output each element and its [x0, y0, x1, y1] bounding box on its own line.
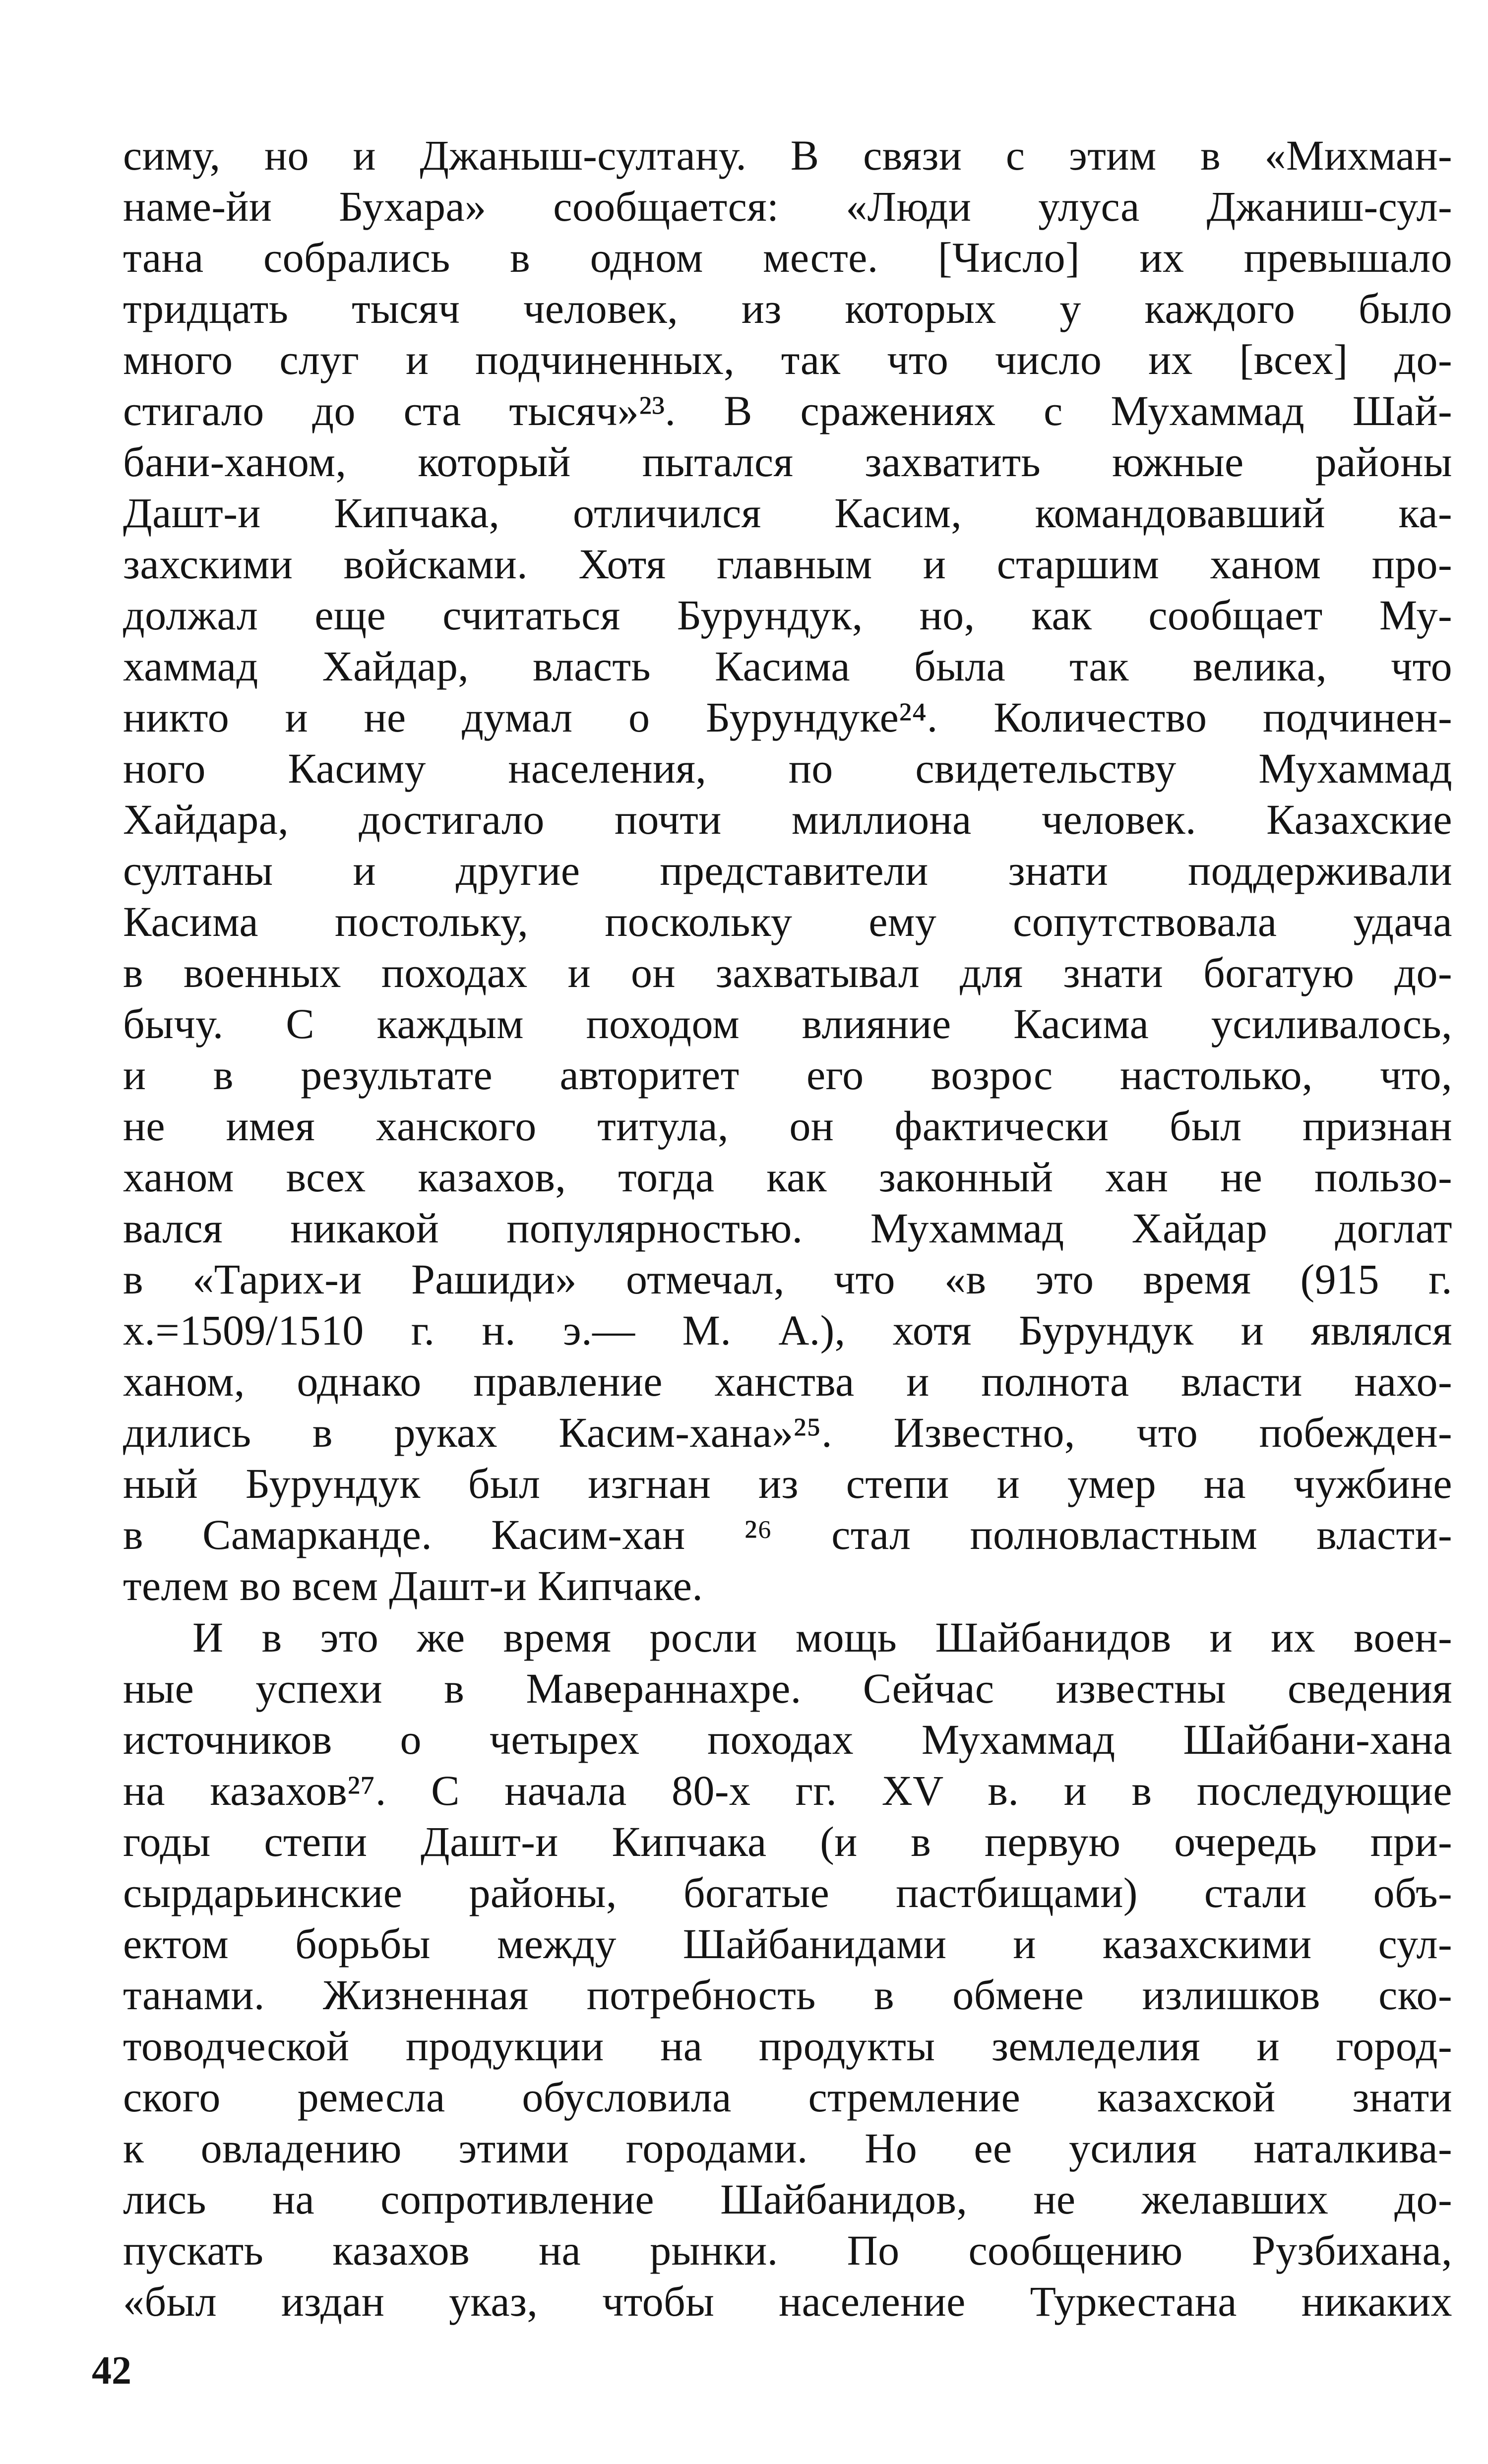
text-line: х.=1509/1510 г. н. э.— М. А.), хотя Бурундук и являлся — [123, 1306, 1452, 1354]
text-line: никто и не думал о Бурундуке²⁴. Количество подчинен- — [123, 693, 1452, 741]
text-line: лись на сопротивление Шайбанидов, не желавших до- — [123, 2175, 1452, 2223]
text-line: стигало до ста тысяч»²³. В сражениях с Мухаммад Шай- — [123, 387, 1452, 434]
paragraph-1 — [123, 130, 1452, 1611]
text-line: должал еще считаться Бурундук, но, как сообщает Му- — [123, 591, 1452, 639]
text-line: на казахов²⁷. С начала 80-х гг. XV в. и в последующие — [123, 1767, 1452, 1814]
text-line: султаны и другие представители знати поддерживали — [123, 847, 1452, 894]
text-line: товодческой продукции на продукты земледелия и город- — [123, 2022, 1452, 2070]
text-line: годы степи Дашт-и Кипчака (и в первую очередь при- — [123, 1818, 1452, 1865]
text-line: ектом борьбы между Шайбанидами и казахскими сул- — [123, 1920, 1452, 1968]
text-line: не имея ханского титула, он фактически был признан — [123, 1102, 1452, 1150]
text-line: источников о четырех походах Мухаммад Шайбани-хана — [123, 1716, 1452, 1763]
text-line: много слуг и подчиненных, так что число их [всех] до- — [123, 336, 1452, 383]
text-line: симу, но и Джаныш-султану. В связи с этим в «Михман- — [123, 131, 1452, 179]
text-line: И в это же время росли мощь Шайбанидов и их воен- — [192, 1613, 1452, 1661]
text-line: ный Бурундук был изгнан из степи и умер на чужбине — [123, 1460, 1452, 1507]
text-line: вался никакой популярностью. Мухаммад Хайдар доглат — [123, 1204, 1452, 1252]
text-line: тридцать тысяч человек, из которых у каждого было — [123, 285, 1452, 332]
text-line: захскими войсками. Хотя главным и старшим ханом про- — [123, 540, 1452, 588]
text-line: ханом, однако правление ханства и полнота власти нахо- — [123, 1357, 1452, 1405]
page-number: 42 — [92, 2349, 131, 2393]
text-line: ского ремесла обусловила стремление казахской знати — [123, 2073, 1452, 2121]
text-line: тана собрались в одном месте. [Число] их превышало — [123, 234, 1452, 281]
text-line: в Самарканде. Касим-хан ²⁶ стал полновластным власти- — [123, 1511, 1452, 1558]
text-line: Дашт-и Кипчака, отличился Касим, командовавший ка- — [123, 489, 1452, 537]
text-line: в «Тарих-и Рашиди» отмечал, что «в это время (915 г. — [123, 1255, 1452, 1303]
text-line: сырдарьинские районы, богатые пастбищами) стали объ- — [123, 1869, 1452, 1916]
text-line: ные успехи в Мавераннахре. Сейчас известны сведения — [123, 1664, 1452, 1712]
text-line: хаммад Хайдар, власть Касима была так велика, что — [123, 642, 1452, 690]
text-line: бани-ханом, который пытался захватить южные районы — [123, 438, 1452, 486]
text-line: бычу. С каждым походом влияние Касима усиливалось, — [123, 1000, 1452, 1047]
text-line: ного Касиму населения, по свидетельству Мухаммад — [123, 744, 1452, 792]
text-line: и в результате авторитет его возрос настолько, что, — [123, 1051, 1452, 1099]
text-line: «был издан указ, чтобы население Туркестана никаких — [123, 2278, 1452, 2325]
text-line: Касима постольку, поскольку ему сопутствовала удача — [123, 898, 1452, 945]
paragraph-2 — [123, 1612, 1452, 2327]
text-line: танами. Жизненная потребность в обмене излишков ско- — [123, 1971, 1452, 2019]
text-line: пускать казахов на рынки. По сообщению Рузбихана, — [123, 2226, 1452, 2274]
text-line: к овладению этими городами. Но ее усилия наталкива- — [123, 2124, 1452, 2172]
text-line: в военных походах и он захватывал для знати богатую до- — [123, 949, 1452, 996]
text-line: ханом всех казахов, тогда как законный хан не пользо- — [123, 1153, 1452, 1201]
text-line: дились в руках Касим-хана»²⁵. Известно, что побежден- — [123, 1409, 1452, 1456]
text-line: Хайдара, достигало почти миллиона человек. Казахские — [123, 796, 1452, 843]
text-line: наме-йи Бухара» сообщается: «Люди улуса Джаниш-сул- — [123, 183, 1452, 230]
text-line: телем во всем Дашт-и Кипчаке. — [123, 1562, 703, 1609]
